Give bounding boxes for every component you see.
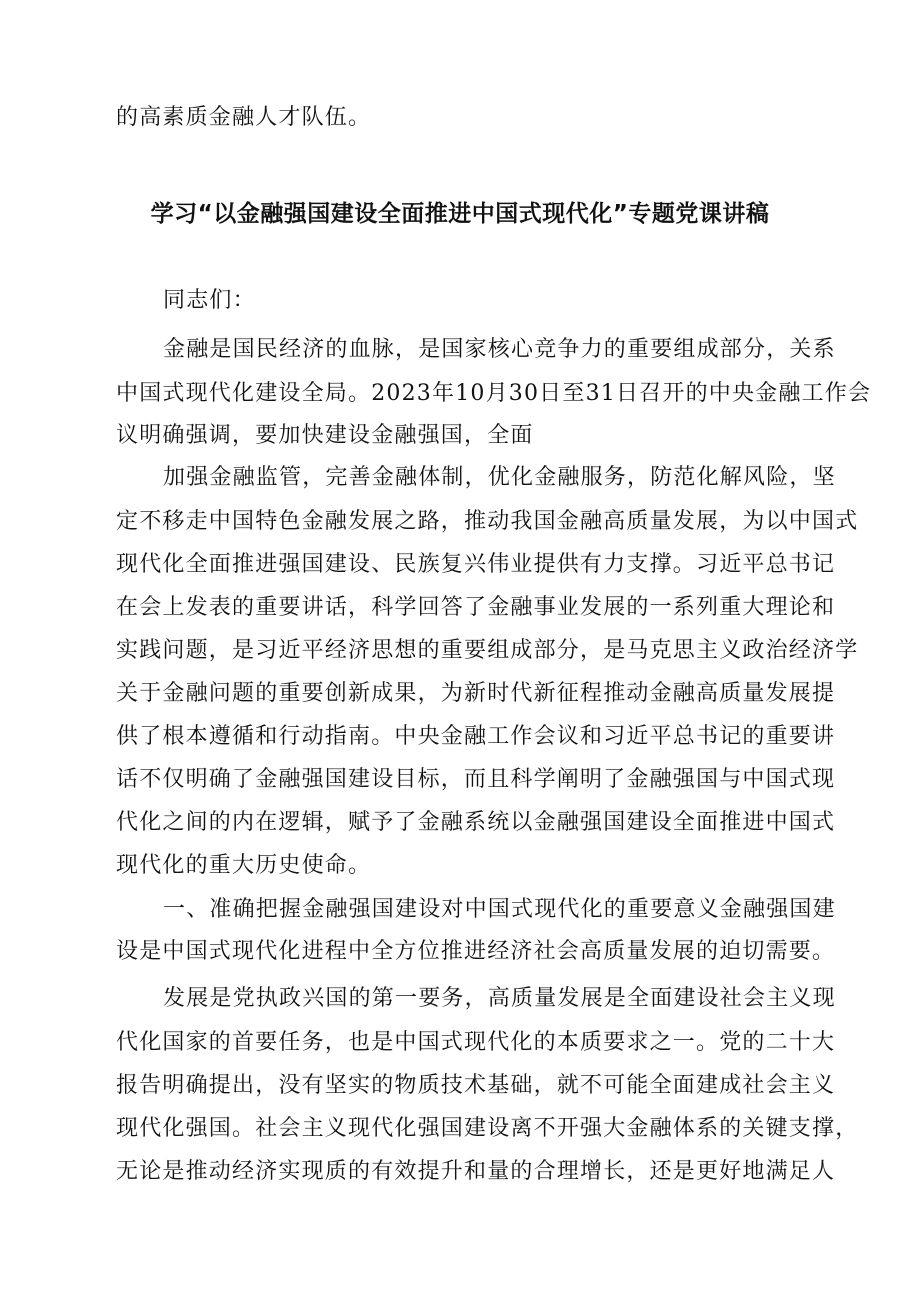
text-line: 金融是国民经济的血脉，是国家核心竞争力的重要组成部分，关系: [163, 337, 836, 362]
text-line: 加强金融监管，完善金融体制，优化金融服务，防范化解风险，坚: [163, 465, 836, 490]
document-title: 学习“以金融强国建设全面推进中国式现代化”专题党课讲稿: [150, 201, 770, 227]
text-line: 话不仅明确了金融强国建设目标，而且科学阐明了金融强国与中国式现: [116, 767, 836, 792]
text-line: 代化之间的内在逻辑，赋予了金融系统以金融强国建设全面推进中国式: [116, 810, 836, 835]
text-line: 供了根本遵循和行动指南。中央金融工作会议和习近平总书记的重要讲: [116, 724, 836, 749]
text-line: 设是中国式现代化进程中全方位推进经济社会高质量发展的迫切需要。: [116, 939, 836, 964]
text-line: 现代化全面推进强国建设、民族复兴伟业提供有力支撑。习近平总书记: [116, 552, 836, 577]
text-line: 报告明确提出，没有坚实的物质技术基础，就不可能全面建成社会主义: [116, 1073, 836, 1098]
text-line: 现代化强国。社会主义现代化强国建设离不开强大金融体系的关键支撑，: [116, 1116, 859, 1141]
section-heading: 一、准确把握金融强国建设对中国式现代化的重要意义金融强国建: [163, 897, 836, 922]
text-line: 实践问题，是习近平经济思想的重要组成部分，是马克思主义政治经济学: [116, 638, 859, 663]
text-line: 现代化的重大历史使命。: [116, 853, 372, 878]
text-line: 定不移走中国特色金融发展之路，推动我国金融高质量发展，为以中国式: [116, 509, 859, 534]
text-line: 代化国家的首要任务，也是中国式现代化的本质要求之一。党的二十大: [116, 1030, 836, 1055]
text-line: 在会上发表的重要讲话，科学回答了金融事业发展的一系列重大理论和: [116, 595, 836, 620]
text-line: 发展是党执政兴国的第一要务，高质量发展是全面建设社会主义现: [163, 986, 836, 1011]
text-line: 的高素质金融人才队伍。: [116, 105, 372, 130]
text-line: 关于金融问题的重要创新成果，为新时代新征程推动金融高质量发展提: [116, 681, 836, 706]
text-line: 无论是推动经济实现质的有效提升和量的合理增长，还是更好地满足人: [116, 1159, 836, 1184]
text-line: 中国式现代化建设全局。2023年10月30日至31日召开的中央金融工作会: [116, 381, 872, 406]
text-line: 议明确强调，要加快建设金融强国，全面: [116, 423, 534, 448]
salutation: 同志们：: [163, 288, 256, 313]
